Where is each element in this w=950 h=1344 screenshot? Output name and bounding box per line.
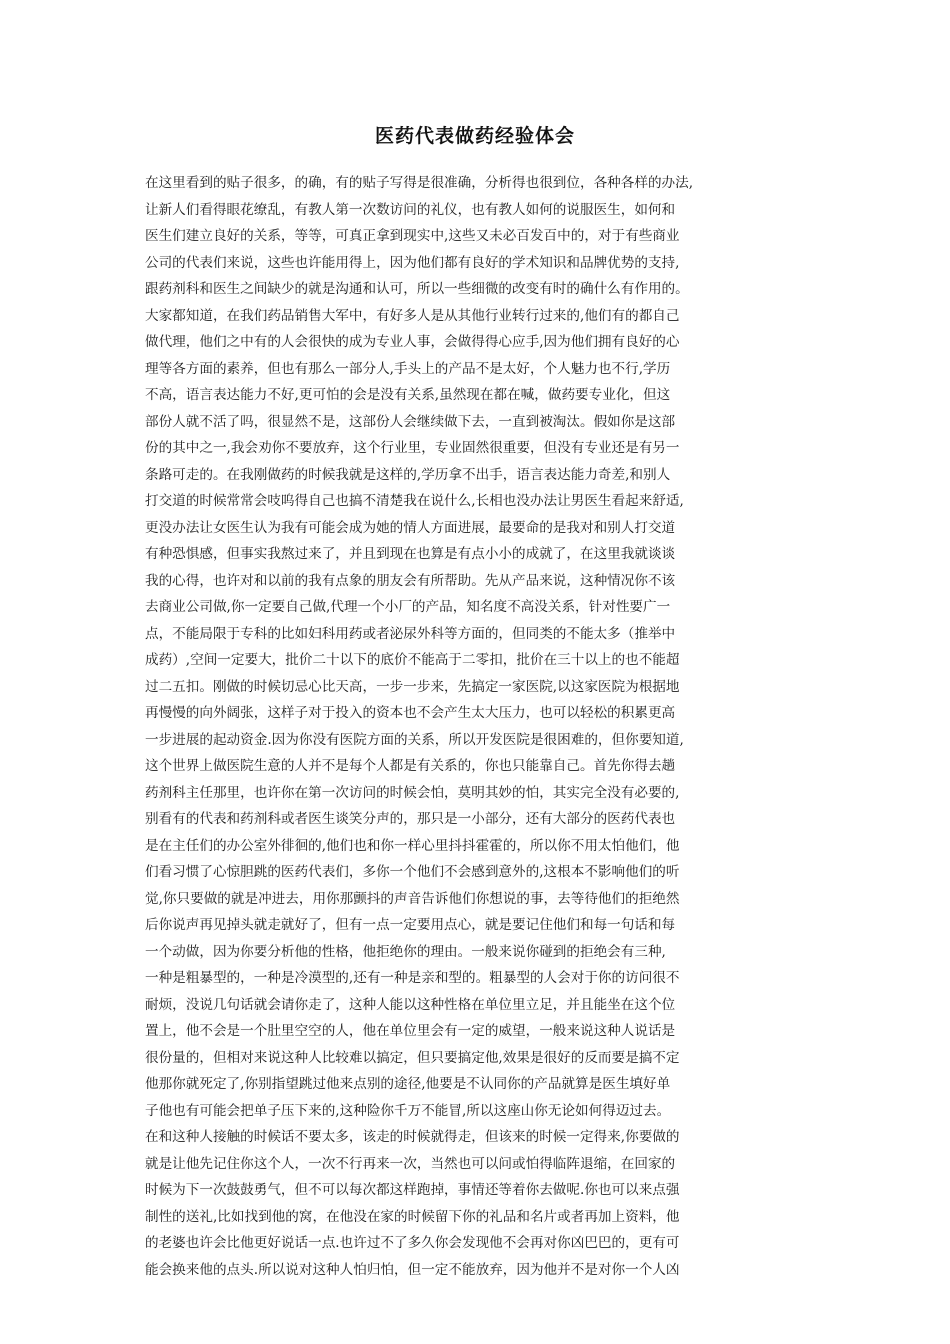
body-line: 他那你就死定了,你别指望跳过他来点别的途径,他要是不认同你的产品就算是医生填好单 — [145, 1076, 671, 1092]
body-line: 点，不能局限于专科的比如妇科用药或者泌尿外科等方面的，但同类的不能太多（推举中 — [145, 625, 676, 642]
body-line: 跟药剂科和医生之间缺少的就是沟通和认可，所以一些细微的改变有时的确什么有作用的。 — [145, 281, 689, 297]
body-line: 打交道的时候常常会吱呜得自己也搞不清楚我在说什么,长相也没办法让男医生看起来舒适, — [145, 493, 684, 509]
body-line: 更没办法让女医生认为我有可能会成为她的情人方面进展，最要命的是我对和别人打交道 — [145, 519, 676, 536]
body-line: 们看习惯了心惊胆跳的医药代表们，多你一个他们不会感到意外的,这根本不影响他们的听 — [145, 864, 680, 880]
body-line: 让新人们看得眼花缭乱，有教人第一次数访问的礼仪，也有教人如何的说服医生，如何和 — [145, 201, 676, 218]
body-line: 这个世界上做医院生意的人并不是每个人都是有关系的，你也只能靠自己。首先你得去趟 — [145, 758, 676, 774]
body-line: 一步进展的起动资金.因为你没有医院方面的关系，所以开发医院是很困难的，但你要知道, — [145, 731, 684, 748]
body-line: 一种是粗暴型的，一种是冷漠型的,还有一种是亲和型的。粗暴型的人会对于你的访问很不 — [145, 970, 680, 986]
body-line: 很份量的，但相对来说这种人比较难以搞定，但只要搞定他,效果是很好的反而要是搞不定 — [145, 1049, 680, 1066]
document-body — [145, 170, 815, 1283]
body-line: 理等各方面的素养，但也有那么一部分人,手头上的产品不是太好，个人魅力也不行,学历 — [145, 360, 671, 377]
body-line: 制性的送礼,比如找到他的窝，在他没在家的时候留下你的礼品和名片或者再加上资料，他 — [145, 1208, 680, 1225]
body-line: 是在主任们的办公室外徘徊的,他们也和你一样心里抖抖霍霍的，所以你不用太怕他们，他 — [145, 837, 680, 854]
body-line: 在和这种人接触的时候话不要太多，该走的时候就得走，但该来的时候一定得来,你要做的 — [145, 1129, 680, 1145]
body-line: 再慢慢的向外阔张，这样子对于投入的资本也不会产生太大压力，也可以轻松的积累更高 — [145, 705, 676, 721]
body-line: 部份人就不活了吗，很显然不是，这部份人会继续做下去，一直到被淘汰。假如你是这部 — [145, 413, 676, 430]
body-line: 不高，语言表达能力不好,更可怕的会是没有关系,虽然现在都在喊，做药要专业化，但这 — [145, 387, 671, 403]
body-line: 去商业公司做,你一定要自己做,代理一个小厂的产品，知名度不高没关系，针对性要广一 — [145, 599, 671, 615]
body-line: 的老婆也许会比他更好说话一点.也许过不了多久你会发现他不会再对你凶巴巴的，更有可 — [145, 1235, 680, 1251]
body-line: 一个动做，因为你要分析他的性格，他拒绝你的理由。一般来说你碰到的拒绝会有三种, — [145, 943, 666, 960]
body-line: 在这里看到的贴子很多，的确，有的贴子写得是很准确，分析得也很到位，各种各样的办法, — [145, 175, 694, 191]
body-line: 时候为下一次鼓鼓勇气，但不可以每次都这样跑掉，事情还等着你去做呢.你也可以来点强 — [145, 1182, 680, 1198]
body-line: 别看有的代表和药剂科或者医生谈笑分声的，那只是一小部分，还有大部分的医药代表也 — [145, 811, 676, 827]
body-line: 觉,你只要做的就是冲进去，用你那颤抖的声音告诉他们你想说的事，去等待他们的拒绝然 — [145, 890, 680, 907]
body-line: 药剂科主任那里，也许你在第一次访问的时候会怕，莫明其妙的怕，其实完全没有必要的, — [145, 784, 680, 801]
body-line: 置上，他不会是一个肚里空空的人，他在单位里会有一定的威望，一般来说这种人说话是 — [145, 1023, 676, 1039]
body-line: 耐烦，没说几句话就会请你走了，这种人能以这种性格在单位里立足，并且能坐在这个位 — [145, 996, 676, 1013]
body-line: 份的其中之一,我会劝你不要放弃，这个行业里，专业固然很重要，但没有专业还是有另一 — [145, 440, 680, 456]
body-line: 过二五扣。刚做的时候切忌心比天高，一步一步来，先搞定一家医院,以这家医院为根据地 — [145, 678, 680, 695]
body-line: 成药）,空间一定要大，批价二十以下的底价不能高于二零扣，批价在三十以上的也不能超 — [145, 652, 680, 668]
body-line: 大家都知道，在我们药品销售大军中，有好多人是从其他行业转行过来的,他们有的都自己 — [145, 307, 680, 324]
body-line: 有种恐惧感，但事实我熬过来了，并且到现在也算是有点小小的成就了，在这里我就谈谈 — [145, 546, 676, 562]
body-line: 我的心得，也许对和以前的我有点象的朋友会有所帮助。先从产品来说，这种情况你不该 — [145, 572, 676, 589]
body-line: 能会换来他的点头.所以说对这种人怕归怕，但一定不能放弃，因为他并不是对你一个人凶 — [145, 1261, 680, 1278]
body-line: 后你说声再见掉头就走就好了，但有一点一定要用点心，就是要记住他们和每一句话和每 — [145, 917, 676, 933]
body-line: 做代理，他们之中有的人会很快的成为专业人事，会做得得心应手,因为他们拥有良好的心 — [145, 334, 680, 350]
body-line: 公司的代表们来说，这些也许能用得上，因为他们都有良好的学术知识和品牌优势的支持, — [145, 254, 680, 271]
body-line: 医生们建立良好的关系，等等，可真正拿到现实中,这些又未必百发百中的，对于有些商业 — [145, 228, 680, 244]
document-title: 医药代表做药经验体会 — [374, 125, 575, 147]
body-line: 子他也有可能会把单子压下来的,这种险你千万不能冒,所以这座山你无论如何得迈过去。 — [145, 1102, 671, 1119]
body-line: 条路可走的。在我刚做药的时候我就是这样的,学历拿不出手，语言表达能力奇差,和别人 — [145, 466, 671, 483]
body-line: 就是让他先记住你这个人，一次不行再来一次，当然也可以问或怕得临阵退缩，在回家的 — [145, 1155, 676, 1172]
